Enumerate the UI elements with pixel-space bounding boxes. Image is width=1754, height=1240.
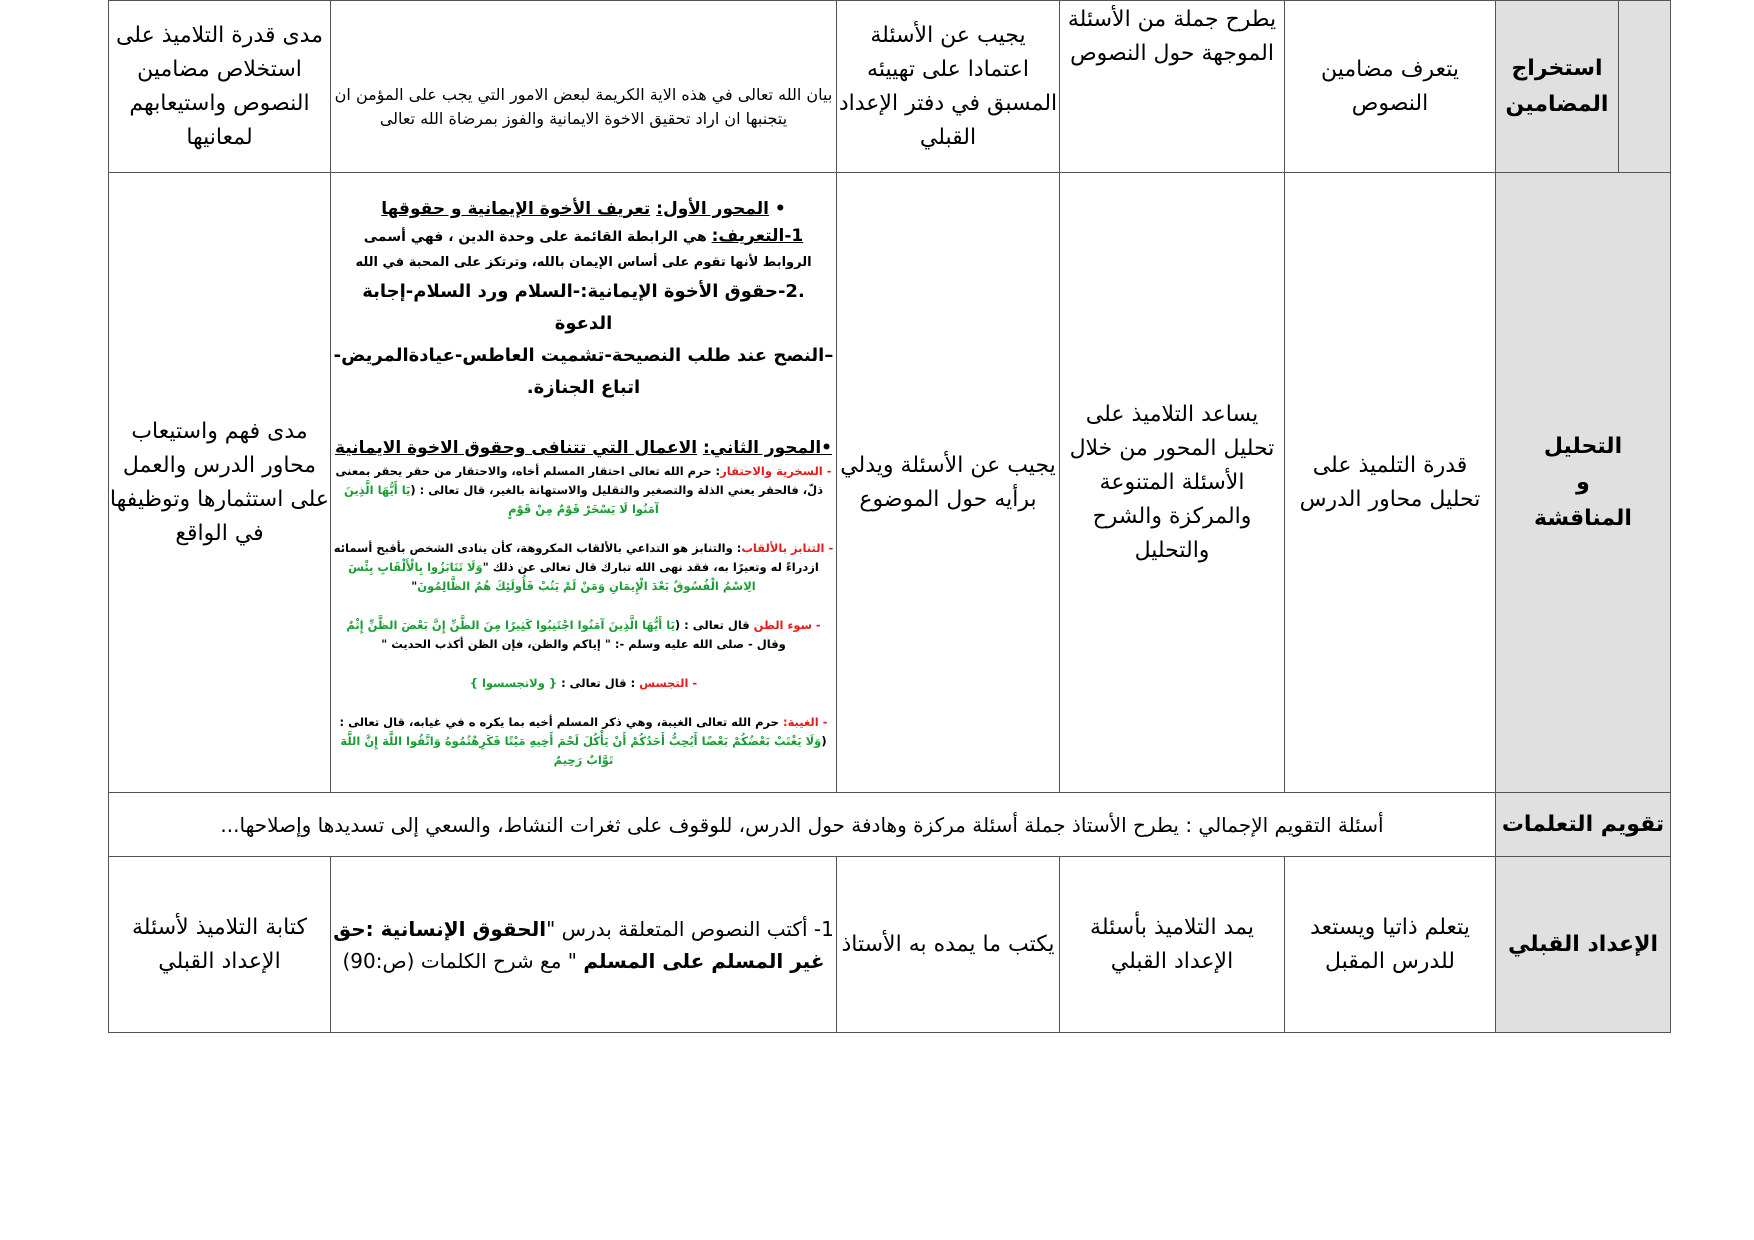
objective-extraction: يتعرف مضامين النصوص [1285, 1, 1496, 173]
item-spying-name: التجسس [639, 676, 689, 690]
stage-gutter [1619, 1, 1671, 173]
content-extraction-text: بيان الله تعالى في هذه الاية الكريمة لبعض الامور التي يجب على المؤمن ان يتجنبها ان اراد تحقيق الاخوة الايمانية والفوز بمرضاة الله تعالى [334, 84, 833, 128]
item-nicknames [331, 539, 836, 596]
lesson-plan-table [108, 0, 1671, 1033]
axis2-title: الاعمال التي تتنافى وحقوق الاخوة الايمانية [334, 438, 698, 458]
teacher-extraction: يطرح جملة من الأسئلة الموجهة حول النصوص [1060, 1, 1285, 173]
prep-suffix: " مع شرح الكلمات (ص:90) [342, 948, 584, 973]
item-mockery-name: السخرية والاحتقار [720, 464, 823, 478]
axis1-title: تعريف الأخوة الإيمانية و حقوقها [381, 199, 651, 219]
stage-extraction: استخراج المضامين [1496, 1, 1619, 173]
evaluation-extraction: مدى قدرة التلاميذ على استخلاص مضامين النصوص واستيعابهم لمعانيها [109, 1, 331, 173]
definition-text-1: هي الرابطة القائمة على وحدة الدين ، فهي أسمى [363, 229, 707, 245]
item-suspicion-tail: وقال - صلى الله عليه وسلم -: " إياكم والظن، فإن الظن أكذب الحديث " [381, 637, 786, 651]
item-mockery-verse: يَا أَيُّهَا الَّذِينَ آمَنُوا لَا يَسْخَرْ قَوْمٌ مِنْ قَوْمٍ [344, 483, 659, 516]
axis1-label: المحور الأول: [656, 199, 769, 219]
teacher-analysis: يساعد التلاميذ على تحليل المحور من خلال الأسئلة المتنوعة والمركزة والشرح والتحليل [1060, 173, 1285, 793]
item-spying-verse: { ولاتجسسوا } [469, 676, 558, 690]
row-preparation [109, 857, 1671, 1033]
item-dash: - [822, 715, 828, 729]
content-preparation [331, 857, 837, 1033]
evaluation-preparation: كتابة التلاميذ لأسئلة الإعداد القبلي [109, 857, 331, 1033]
content-extraction [331, 1, 837, 173]
item-mockery [331, 462, 836, 519]
axis2-label: •المحور الثاني: [703, 438, 833, 458]
item-suspicion [331, 616, 836, 654]
evaluation-analysis: مدى فهم واستيعاب محاور الدرس والعمل على استثمارها وتوظيفها في الواقع [109, 173, 331, 793]
stage-assessment: تقويم التعلمات [1496, 793, 1671, 857]
item-backbiting [331, 713, 836, 770]
stage-preparation: الإعداد القبلي [1496, 857, 1671, 1033]
rights-label: .2-حقوق الأخوة الإيمانية: [580, 281, 805, 302]
stage-analysis [1496, 173, 1671, 793]
item-dash: - [828, 541, 834, 555]
item-nicknames-verse: وَلَا تَنَابَزُوا بِالْأَلْقَابِ بِئْسَ الِاسْمُ الْفُسُوقُ بَعْدَ الْإِيمَانِ وَمَنْ لَمْ يَتُبْ فَأُولَئِكَ هُمُ الظَّالِمُونَ [348, 560, 756, 593]
prep-lesson-title: الحقوق الإنسانية :حق غير المسلم على المسلم [333, 916, 825, 973]
axis2-heading [331, 434, 836, 462]
item-suspicion-verse: يَا أَيُّهَا الَّذِينَ آمَنُوا اجْتَنِبُوا كَثِيرًا مِنَ الظَّنِّ إِنَّ بَعْضَ الظَّنِّ إِثْمٌ [346, 618, 675, 632]
item-mockery-text: : حرم الله تعالى احتقار المسلم أخاه، والاحتقار من حقر يحقر بمعنى ذلّ، فالحقر يعني الذلة والتصغير والتقليل والاستهانة بالغير، قال تعالى : ( [335, 464, 823, 497]
item-dash: - [815, 618, 821, 632]
row-assessment [109, 793, 1671, 857]
row-analysis [109, 173, 1671, 793]
learner-extraction: يجيب عن الأسئلة اعتمادا على تهييئه المسبق في دفتر الإعداد القبلي [837, 1, 1060, 173]
teacher-preparation: يمد التلاميذ بأسئلة الإعداد القبلي [1060, 857, 1285, 1033]
item-dash: - [692, 676, 698, 690]
objective-analysis: قدرة التلميذ على تحليل محاور الدرس [1285, 173, 1496, 793]
item-backbiting-text: حرم الله تعالى الغيبة، وهي ذكر المسلم أخيه بما يكره ه في غيابه، قال تعالى : ( [339, 715, 827, 748]
objective-preparation: يتعلم ذاتيا ويستعد للدرس المقبل [1285, 857, 1496, 1033]
item-nicknames-tail: " [411, 579, 418, 593]
assessment-text: أسئلة التقويم الإجمالي : يطرح الأستاذ جملة أسئلة مركزة وهادفة حول الدرس، للوقوف على ثغرات النشاط، والسعي إلى تسديدها وإصلاحها... [109, 793, 1496, 857]
item-spying [331, 674, 836, 693]
learner-analysis: يجيب عن الأسئلة ويدلي برأيه حول الموضوع [837, 173, 1060, 793]
item-dash: - [826, 464, 832, 478]
rights-line-1: -السلام ورد السلام-إجابة الدعوة [362, 281, 613, 334]
item-suspicion-text: قال تعالى : ( [674, 618, 754, 632]
stage-analysis-line3: المناقشة [1534, 505, 1632, 531]
axis1-bullet: • [774, 199, 786, 219]
rights-line-2: –النصح عند طلب النصيحة-تشميت العاطس-عيادةالمريض- [333, 345, 834, 366]
row-extraction [109, 1, 1671, 173]
stage-analysis-line1: التحليل [1543, 433, 1623, 459]
definition-label: 1-التعريف: [711, 226, 804, 246]
axis1-rights [331, 276, 836, 340]
item-nicknames-name: التنابز بالألقاب [741, 541, 825, 555]
definition-text-2: الروابط لأنها تقوم على أساس الإيمان بالله، وترتكز على المحبة في الله [355, 255, 812, 270]
learner-preparation: يكتب ما يمده به الأستاذ [837, 857, 1060, 1033]
content-analysis [331, 173, 837, 793]
rights-line-3: اتباع الجنازة. [526, 377, 641, 398]
item-nicknames-text: : والتنابز هو التداعي بالألقاب المكروهة، كأن ينادى الشخص بأقبح أسمائه ازدراءً له وتعيرًا به، فقد نهى الله تبارك قال تعالى عن ذلك " [333, 541, 819, 574]
item-backbiting-name: الغيبة: [782, 715, 819, 729]
lesson-sheet [108, 0, 1668, 1033]
item-backbiting-verse: وَلَا يَغْتَبْ بَعْضُكُمْ بَعْضًا أَيُحِبُّ أَحَدُكُمْ أَنْ يَأْكُلَ لَحْمَ أَخِيهِ مَيْتًا فَكَرِهْتُمُوهُ وَاتَّقُوا اللَّهَ إِنَّ اللَّهَ تَوَّابٌ رَحِيمٌ [340, 734, 822, 767]
prep-prefix: 1- أكتب النصوص المتعلقة بدرس " [546, 916, 834, 941]
stage-analysis-line2: و [1576, 469, 1590, 495]
item-spying-text: : قال تعالى : [557, 676, 640, 690]
axis1-heading [331, 195, 836, 223]
axis1-definition [331, 223, 836, 250]
item-suspicion-name: سوء الظن [753, 618, 812, 632]
